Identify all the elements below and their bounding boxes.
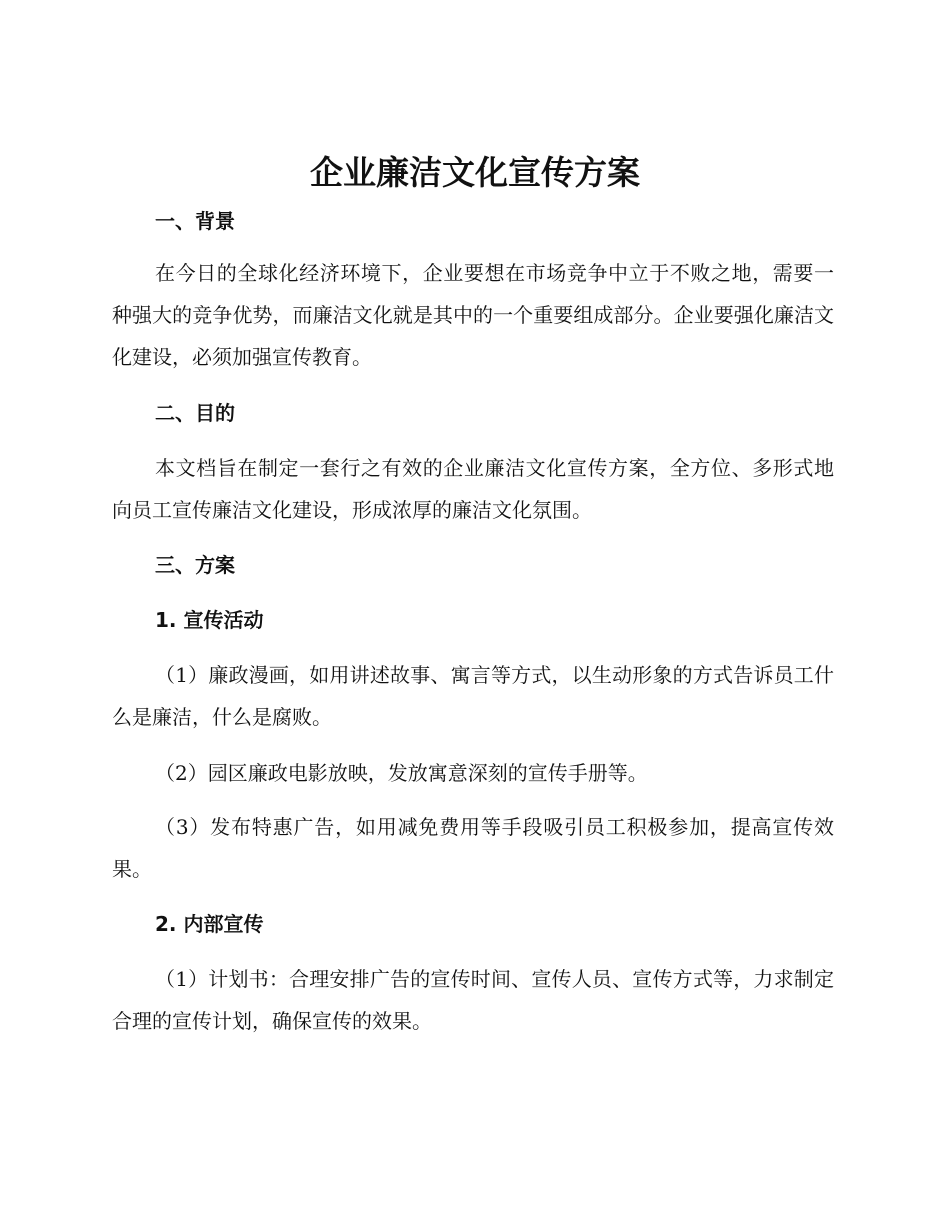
section-paragraph-purpose: 本文档旨在制定一套行之有效的企业廉洁文化宣传方案，全方位、多形式地向员工宣传廉洁文化建设，形成浓厚的廉洁文化氛围。 xyxy=(112,456,834,522)
section-heading-plan: 三、方案 xyxy=(155,553,235,577)
list-item: （1）廉政漫画，如用讲述故事、寓言等方式，以生动形象的方式告诉员工什么是廉洁，什么是腐败。 xyxy=(112,663,834,729)
section-heading-background: 一、背景 xyxy=(155,209,235,233)
subsection-heading-internal: 2. 内部宣传 xyxy=(155,912,264,936)
section-paragraph-background: 在今日的全球化经济环境下，企业要想在市场竞争中立于不败之地，需要一种强大的竞争优势，而廉洁文化就是其中的一个重要组成部分。企业要强化廉洁文化建设，必须加强宣传教育。 xyxy=(112,261,834,369)
section-heading-purpose: 二、目的 xyxy=(155,401,235,425)
list-item: （1）计划书：合理安排广告的宣传时间、宣传人员、宣传方式等，力求制定合理的宣传计划，确保宣传的效果。 xyxy=(112,967,834,1033)
document-title: 企业廉洁文化宣传方案 xyxy=(310,153,640,192)
subsection-heading-activities: 1. 宣传活动 xyxy=(155,608,264,632)
list-item: （2）园区廉政电影放映，发放寓意深刻的宣传手册等。 xyxy=(155,761,648,785)
list-item: （3）发布特惠广告，如用减免费用等手段吸引员工积极参加，提高宣传效果。 xyxy=(112,815,834,881)
